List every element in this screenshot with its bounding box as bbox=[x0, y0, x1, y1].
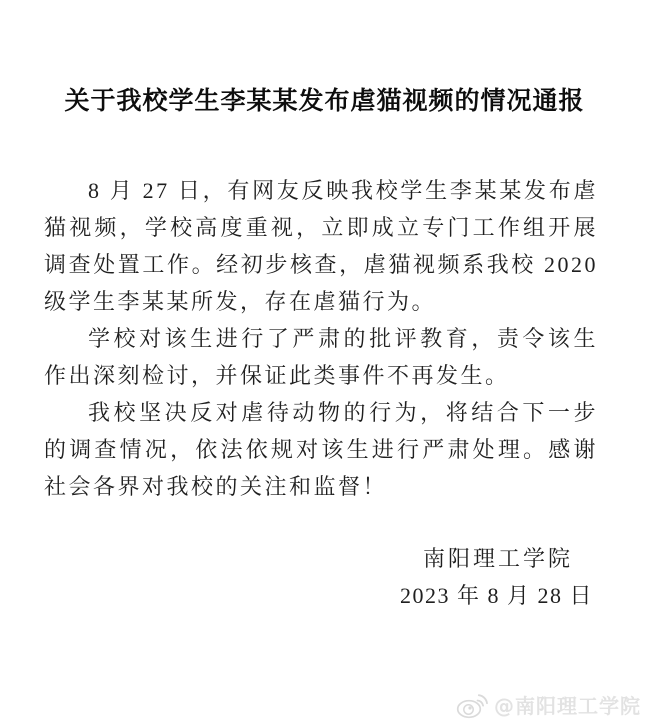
signature-organization: 南阳理工学院 bbox=[422, 546, 573, 571]
weibo-watermark bbox=[456, 690, 641, 719]
weibo-icon bbox=[456, 690, 489, 719]
notice-paragraph-2: 学校对该生进行了严肃的批评教育，责令该生作出深刻检讨，并保证此类事件不再发生。 bbox=[44, 326, 598, 388]
notice-paragraph-3: 我校坚决反对虐待动物的行为，将结合下一步的调查情况，依法依规对该生进行严肃处理。感谢社会各界对我校的关注和监督！ bbox=[44, 400, 598, 499]
watermark-text: @南阳理工学院 bbox=[494, 694, 641, 718]
notice-title: 关于我校学生李某某发布虐猫视频的情况通报 bbox=[64, 86, 585, 115]
notice-paragraph-1: 8 月 27 日，有网友反映我校学生李某某发布虐猫视频，学校高度重视，立即成立专门工作组开展调查处置工作。经初步核查，虐猫视频系我校 2020 级学生李某某所发，存在虐猫行为。 bbox=[44, 178, 598, 314]
signature-block bbox=[400, 540, 593, 614]
notice-body bbox=[44, 172, 598, 505]
signature-date: 2023 年 8 月 28 日 bbox=[399, 583, 593, 608]
